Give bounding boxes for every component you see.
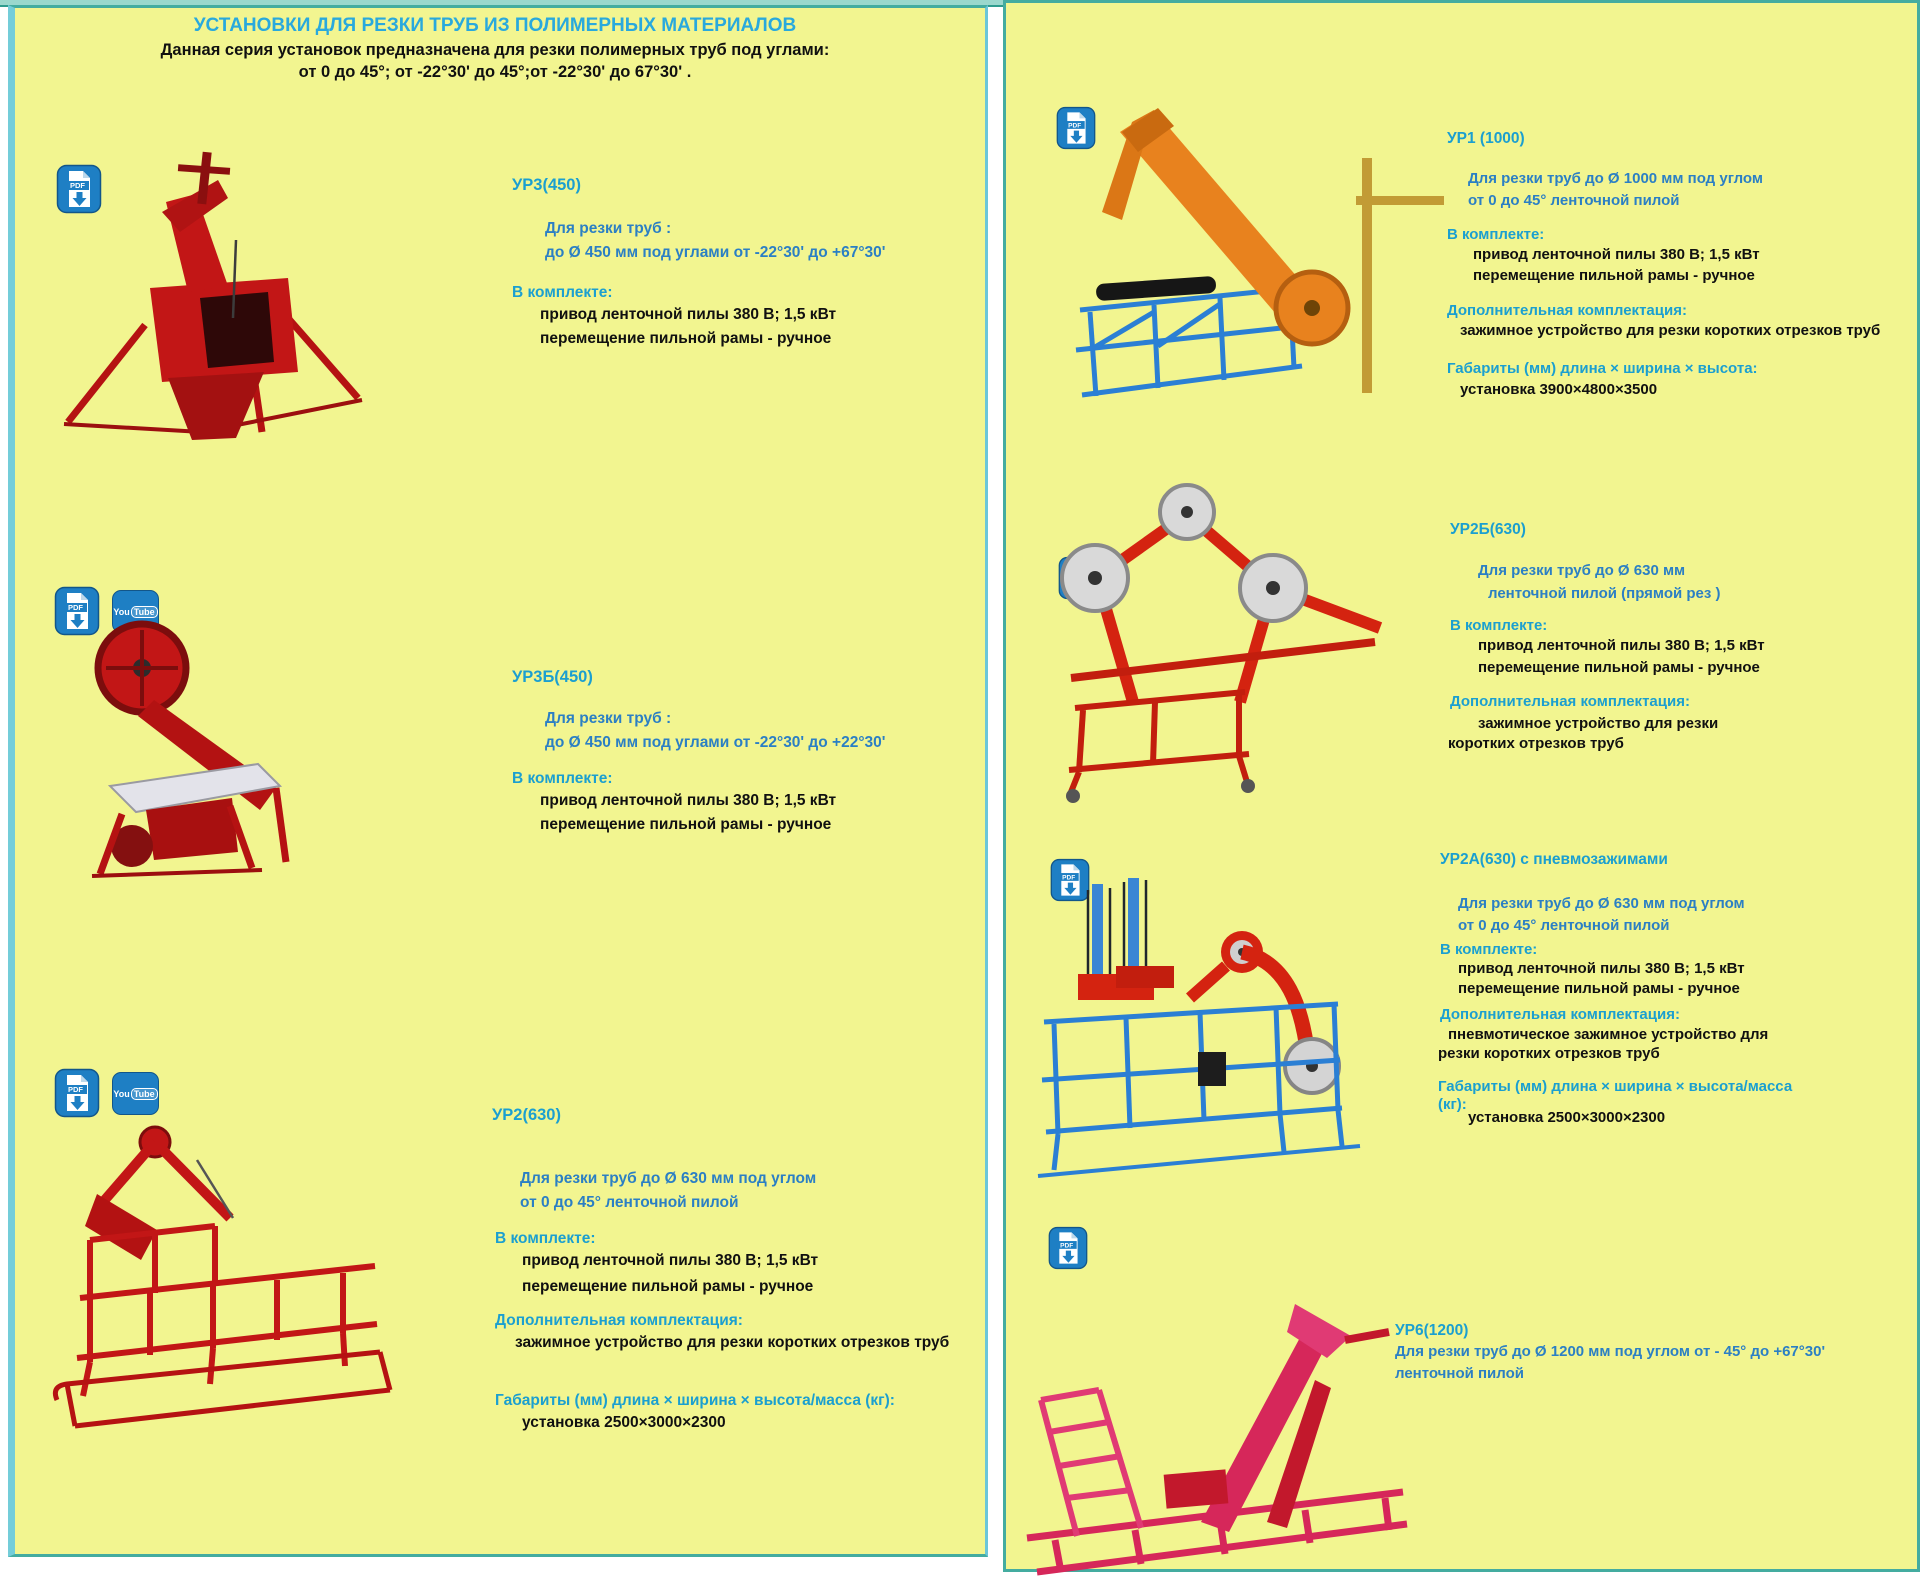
extra-line: коротких отрезков труб [1448,735,1624,752]
kit-line: перемещение пильной рамы - ручное [522,1278,814,1295]
machine-photo-ur6-1200 [1015,1240,1415,1583]
pdf-icon-label: PDF [70,181,85,191]
model-label: УР2А(630) с пневмозажимами [1440,851,1668,868]
kit-line: привод ленточной пилы 380 В; 1,5 кВт [1473,246,1760,263]
page-title: УСТАНОВКИ ДЛЯ РЕЗКИ ТРУБ ИЗ ПОЛИМЕРНЫХ МАТЕРИАЛОВ [193,15,797,36]
machine-photo-ur2a-630 [1030,870,1420,1205]
youtube-tube-label: Tube [131,1088,158,1100]
extra-line: зажимное устройство для резки коротких отрезков труб [1460,322,1881,339]
youtube-tube-label: Tube [131,606,158,618]
purpose-line: от 0 до 45° ленточной пилой [520,1194,739,1211]
purpose-line: Для резки труб до Ø 630 мм [1478,562,1686,579]
extra-line: зажимное устройство для резки коротких отрезков труб [515,1334,950,1351]
kit-line: привод ленточной пилы 380 В; 1,5 кВт [522,1252,819,1269]
machine-photo-ur1-1000 [1062,100,1452,445]
pdf-icon-label: PDF [1060,1242,1074,1250]
purpose-line: до Ø 450 мм под углами от -22°30' до +22°30' [545,734,886,751]
purpose-line: до Ø 450 мм под углами от -22°30' до +67°30' [545,244,886,261]
machine-photo-ur2b-630 [1035,470,1415,815]
purpose-line: Для резки труб : [545,220,672,237]
dims-value: установка 2500×3000×2300 [522,1414,726,1431]
extra-heading: Дополнительная комплектация: [1450,693,1690,710]
dims-heading: (кг): [1438,1096,1467,1113]
pdf-icon-label: PDF [68,1085,83,1095]
purpose-line: от 0 до 45° ленточной пилой [1468,192,1680,209]
kit-heading: В комплекте: [512,284,613,301]
purpose-line: Для резки труб до Ø 630 мм под углом [1458,895,1745,912]
kit-heading: В комплекте: [1440,941,1538,958]
page-subtitle-1: Данная серия установок предназначена для резки полимерных труб под углами: [160,41,830,59]
model-label: УР3(450) [512,176,581,194]
extra-heading: Дополнительная комплектация: [1440,1006,1680,1023]
kit-line: перемещение пильной рамы - ручное [1473,267,1755,284]
purpose-line: Для резки труб до Ø 630 мм под углом [520,1170,817,1187]
model-label: УР3Б(450) [512,668,593,686]
model-label: УР2Б(630) [1450,521,1526,538]
kit-heading: В комплекте: [495,1230,596,1247]
kit-line: привод ленточной пилы 380 В; 1,5 кВт [540,306,837,323]
dims-heading: Габариты (мм) длина × ширина × высота: [1447,360,1758,377]
dims-heading: Габариты (мм) длина × ширина × высота/масса [1438,1078,1793,1095]
purpose-line: Для резки труб до Ø 1000 мм под углом [1468,170,1763,187]
youtube-you-label: You [113,606,130,617]
kit-heading: В комплекте: [512,770,613,787]
kit-heading: В комплекте: [1450,617,1548,634]
model-label: УР2(630) [492,1106,561,1124]
purpose-line: Для резки труб до Ø 1200 мм под углом от - 45° до +67°30' [1395,1343,1826,1360]
extra-line: пневмотическое зажимное устройство для [1448,1026,1769,1043]
machine-photo-ur3-450 [50,140,390,445]
kit-line: перемещение пильной рамы - ручное [1478,659,1760,676]
pdf-icon-label: PDF [68,603,83,613]
purpose-line: от 0 до 45° ленточной пилой [1458,917,1670,934]
model-label: УР6(1200) [1395,1322,1469,1339]
purpose-line: Для резки труб : [545,710,672,727]
purpose-line: ленточной пилой [1395,1365,1524,1382]
kit-line: перемещение пильной рамы - ручное [1458,980,1740,997]
extra-line: зажимное устройство для резки [1478,715,1719,732]
extra-heading: Дополнительная комплектация: [495,1312,743,1329]
dims-value: установка 2500×3000×2300 [1468,1109,1666,1126]
purpose-line: ленточной пилой (прямой рез ) [1488,585,1721,602]
kit-line: перемещение пильной рамы - ручное [540,330,832,347]
page-subtitle-2: от 0 до 45°; от -22°30' до 45°;от -22°30' до 67°30' . [298,63,692,81]
dims-value: установка 3900×4800×3500 [1460,381,1658,398]
kit-line: перемещение пильной рамы - ручное [540,816,832,833]
youtube-you-label: You [113,1088,130,1099]
kit-heading: В комплекте: [1447,226,1545,243]
extra-heading: Дополнительная комплектация: [1447,302,1687,319]
dims-heading: Габариты (мм) длина × ширина × высота/масса (кг): [495,1392,895,1409]
pdf-icon-label: PDF [1068,122,1082,130]
kit-line: привод ленточной пилы 380 В; 1,5 кВт [540,792,837,809]
model-label: УР1 (1000) [1447,130,1525,147]
kit-line: привод ленточной пилы 380 В; 1,5 кВт [1458,960,1745,977]
extra-line: резки коротких отрезков труб [1438,1045,1660,1062]
machine-photo-ur2-630 [45,1090,395,1455]
kit-line: привод ленточной пилы 380 В; 1,5 кВт [1478,637,1765,654]
pdf-icon-label: PDF [1062,874,1076,882]
machine-photo-ur3b-450 [80,600,350,895]
